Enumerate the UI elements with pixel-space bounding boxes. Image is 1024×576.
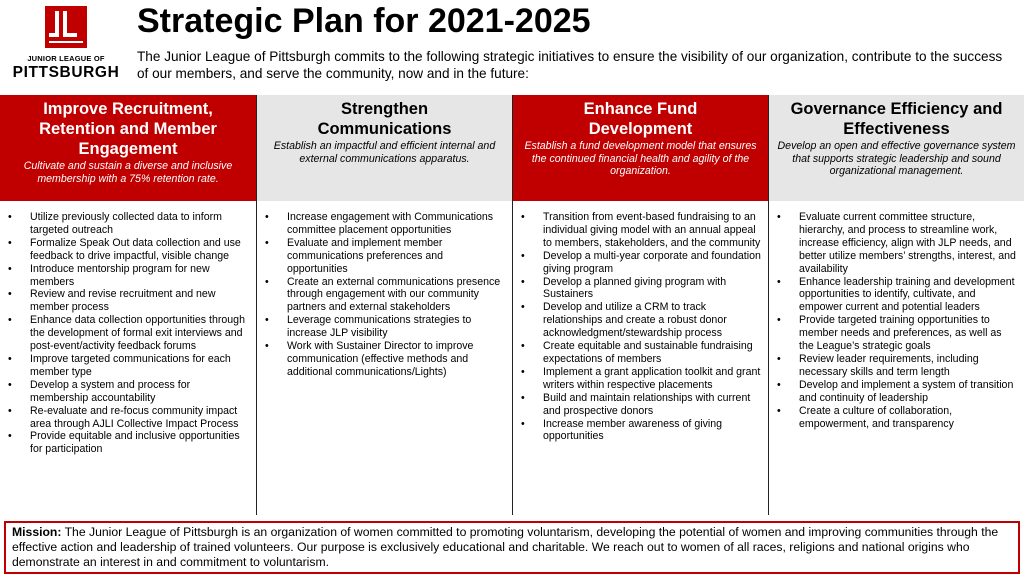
- column-recruitment: [0, 95, 256, 515]
- list-item: • Provide equitable and inclusive opportunities for participation: [8, 430, 250, 456]
- list-item: • Evaluate current committee structure, hierarchy, and process to streamline work, increase efficiency, align with JLP needs, and better utilize members’ strengths, interest, and availability: [777, 211, 1018, 276]
- logo-small-text: JUNIOR LEAGUE OF: [27, 54, 105, 63]
- list-item: • Create an external communications presence through engagement with our community partners and external stakeholders: [265, 276, 506, 315]
- mission-box: [4, 521, 1020, 574]
- column-header: [257, 95, 512, 201]
- strategic-columns: [0, 95, 1024, 515]
- list-item: • Increase engagement with Communications committee placement opportunities: [265, 211, 506, 237]
- column-subtitle: Establish a fund development model that ensures the continued financial health and agility of the organization.: [524, 140, 757, 177]
- list-item: • Work with Sustainer Director to improve communication (effective methods and additional communications/Lights): [265, 340, 506, 379]
- column-title: Governance Efficiency and Effectiveness: [790, 100, 1003, 138]
- column-subtitle: Cultivate and sustain a diverse and inclusive membership with a 75% retention rate.: [23, 160, 233, 185]
- jlp-logo: [8, 6, 124, 84]
- column-body: [769, 201, 1024, 430]
- column-title: Improve Recruitment, Retention and Member Engagement: [39, 100, 217, 158]
- list-item: • Increase member awareness of giving opportunities: [521, 418, 762, 444]
- column-header: [769, 95, 1024, 201]
- column-governance: [768, 95, 1024, 515]
- column-body: [513, 201, 768, 443]
- list-item: • Enhance leadership training and development opportunities to identify, cultivate, and empower current and potential leaders: [777, 276, 1018, 315]
- column-subtitle: Establish an impactful and efficient internal and external communications apparatus.: [273, 140, 496, 165]
- bullet-list: [8, 211, 250, 456]
- list-item: • Create a culture of collaboration, empowerment, and transparency: [777, 405, 1018, 431]
- column-header: [0, 95, 256, 201]
- list-item: • Develop a system and process for membership accountability: [8, 379, 250, 405]
- list-item: • Review and revise recruitment and new member process: [8, 288, 250, 314]
- mission-label: Mission:: [12, 525, 62, 539]
- bullet-list: [521, 211, 762, 443]
- list-item: • Formalize Speak Out data collection and use feedback to drive impactful, visible change: [8, 237, 250, 263]
- list-item: • Develop a planned giving program with Sustainers: [521, 276, 762, 302]
- list-item: • Enhance data collection opportunities through the development of formal exit interviews and post-event/activity feedback forums: [8, 314, 250, 353]
- bullet-list: [265, 211, 506, 379]
- list-item: • Improve targeted communications for each member type: [8, 353, 250, 379]
- column-body: [257, 201, 512, 379]
- list-item: • Evaluate and implement member communications preferences and opportunities: [265, 237, 506, 276]
- bullet-list: [777, 211, 1018, 430]
- list-item: • Develop and utilize a CRM to track relationships and create a robust donor acknowledgment/stewardship process: [521, 301, 762, 340]
- column-body: [0, 201, 256, 456]
- list-item: • Re-evaluate and re-focus community impact area through AJLI Collective Impact Process: [8, 405, 250, 431]
- list-item: • Review leader requirements, including necessary skills and term length: [777, 353, 1018, 379]
- column-title: Enhance Fund Development: [583, 100, 698, 138]
- list-item: • Build and maintain relationships with current and prospective donors: [521, 392, 762, 418]
- list-item: • Utilize previously collected data to inform targeted outreach: [8, 211, 250, 237]
- column-subtitle: Develop an open and effective governance system that supports strategic leadership and sound organizational management.: [777, 140, 1016, 177]
- list-item: • Introduce mentorship program for new members: [8, 263, 250, 289]
- logo-big-text: PITTSBURGH: [12, 64, 120, 81]
- intro-text: The Junior League of Pittsburgh commits to the following strategic initiatives to ensure the visibility of our organization, contribute to the success of our members, and serve the community, now and in the future:: [137, 49, 1003, 81]
- column-title: Strengthen Communications: [317, 100, 452, 138]
- column-communications: [256, 95, 512, 515]
- list-item: • Leverage communications strategies to increase JLP visibility: [265, 314, 506, 340]
- list-item: • Develop and implement a system of transition and continuity of leadership: [777, 379, 1018, 405]
- list-item: • Implement a grant application toolkit and grant writers within respective placements: [521, 366, 762, 392]
- list-item: • Create equitable and sustainable fundraising expectations of members: [521, 340, 762, 366]
- column-fund-development: [512, 95, 768, 515]
- list-item: • Transition from event-based fundraising to an individual giving model with an annual appeal to members, stakeholders, and the community: [521, 211, 762, 250]
- mission-text: The Junior League of Pittsburgh is an organization of women committed to promoting voluntarism, developing the potential of women and improving communities through the effective action and leadership of trained volunteers. Our purpose is exclusively educational and charitable. We reach out to women of all races, religions and national origins who demonstrate an interest in and commitment to voluntarism.: [12, 525, 999, 569]
- list-item: • Provide targeted training opportunities to member needs and preferences, as well as the League’s strategic goals: [777, 314, 1018, 353]
- column-header: [513, 95, 768, 201]
- page-title: Strategic Plan for 2021-2025: [137, 2, 591, 40]
- jl-logo-icon: [45, 6, 87, 48]
- list-item: • Develop a multi-year corporate and foundation giving program: [521, 250, 762, 276]
